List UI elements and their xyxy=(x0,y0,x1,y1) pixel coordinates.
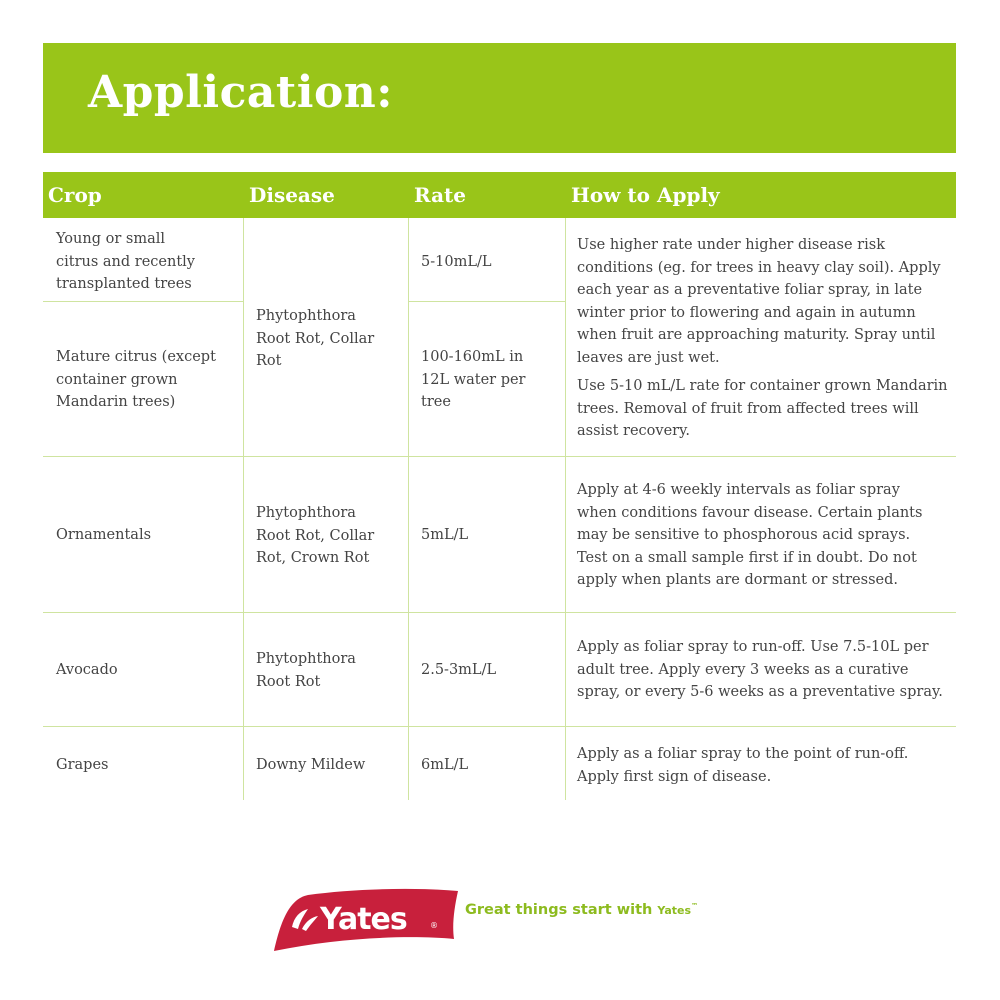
disease-cell-ornamentals: Phytophthora Root Rot, Collar Rot, Crown Rot xyxy=(256,505,375,566)
table-header xyxy=(43,172,956,218)
column-header-disease: Disease xyxy=(249,183,335,207)
row-divider xyxy=(408,301,565,302)
rate-cell-ornamentals: 5mL/L xyxy=(421,527,469,543)
tagline-text: Great things start with xyxy=(465,902,653,918)
rate-cell-mature-citrus: 100-160mL in 12L water per tree xyxy=(421,349,526,410)
yates-logo xyxy=(272,885,462,955)
column-header-how-to-apply: How to Apply xyxy=(571,183,720,207)
column-divider xyxy=(243,218,244,800)
title-banner xyxy=(43,43,956,153)
column-divider xyxy=(408,218,409,800)
yates-logo-graphic xyxy=(272,885,462,955)
tagline-brand: Yates xyxy=(657,904,692,917)
page-title: Application: xyxy=(88,67,394,118)
crop-cell-mature-citrus: Mature citrus (except container grown Mandarin trees) xyxy=(56,349,216,410)
row-divider xyxy=(43,726,956,727)
column-divider xyxy=(565,218,566,800)
rate-cell-young-citrus: 5-10mL/L xyxy=(421,254,492,270)
how-to-apply-cell-avocado: Apply as foliar spray to run-off. Use 7.5-10L per adult tree. Apply every 3 weeks as a curative spray, or every 5-6 weeks as a preventative spray. xyxy=(577,639,943,700)
how-to-apply-cell-grapes: Apply as a foliar spray to the point of run-off. Apply first sign of disease. xyxy=(577,746,909,785)
trademark-mark: ™ xyxy=(691,902,699,911)
row-divider xyxy=(43,301,243,302)
how-to-apply-cell-mandarin: Use 5-10 mL/L rate for container grown Mandarin trees. Removal of fruit from affected trees will assist recovery. xyxy=(577,378,948,439)
tagline xyxy=(465,902,698,918)
how-to-apply-cell-ornamentals: Apply at 4-6 weekly intervals as foliar spray when conditions favour disease. Certain plants may be sensitive to phosphorous acid sprays. Test on a small sample first if in doubt. Do not apply when plants are dormant or stressed. xyxy=(577,482,923,588)
crop-cell-ornamentals: Ornamentals xyxy=(56,527,152,543)
row-divider xyxy=(43,612,956,613)
logo-text: Yates xyxy=(320,902,407,937)
rate-cell-grapes: 6mL/L xyxy=(421,757,469,773)
disease-cell-avocado: Phytophthora Root Rot xyxy=(256,651,356,690)
column-header-rate: Rate xyxy=(414,183,467,207)
logo-registered-mark: ® xyxy=(430,921,438,930)
column-header-crop: Crop xyxy=(48,183,102,207)
row-divider xyxy=(43,456,956,457)
crop-cell-grapes: Grapes xyxy=(56,757,109,773)
crop-cell-young-citrus: Young or small citrus and recently transplanted trees xyxy=(56,231,195,292)
rate-cell-avocado: 2.5-3mL/L xyxy=(421,662,497,678)
how-to-apply-cell-citrus: Use higher rate under higher disease risk conditions (eg. for trees in heavy clay soil). Apply each year as a preventative foliar spray, in late winter prior to flowering and again in autumn when fruit are approaching maturity. Spray until leaves are just wet. xyxy=(577,237,941,366)
disease-cell-citrus: Phytophthora Root Rot, Collar Rot xyxy=(256,308,375,369)
disease-cell-grapes: Downy Mildew xyxy=(256,757,366,773)
crop-cell-avocado: Avocado xyxy=(56,662,118,678)
